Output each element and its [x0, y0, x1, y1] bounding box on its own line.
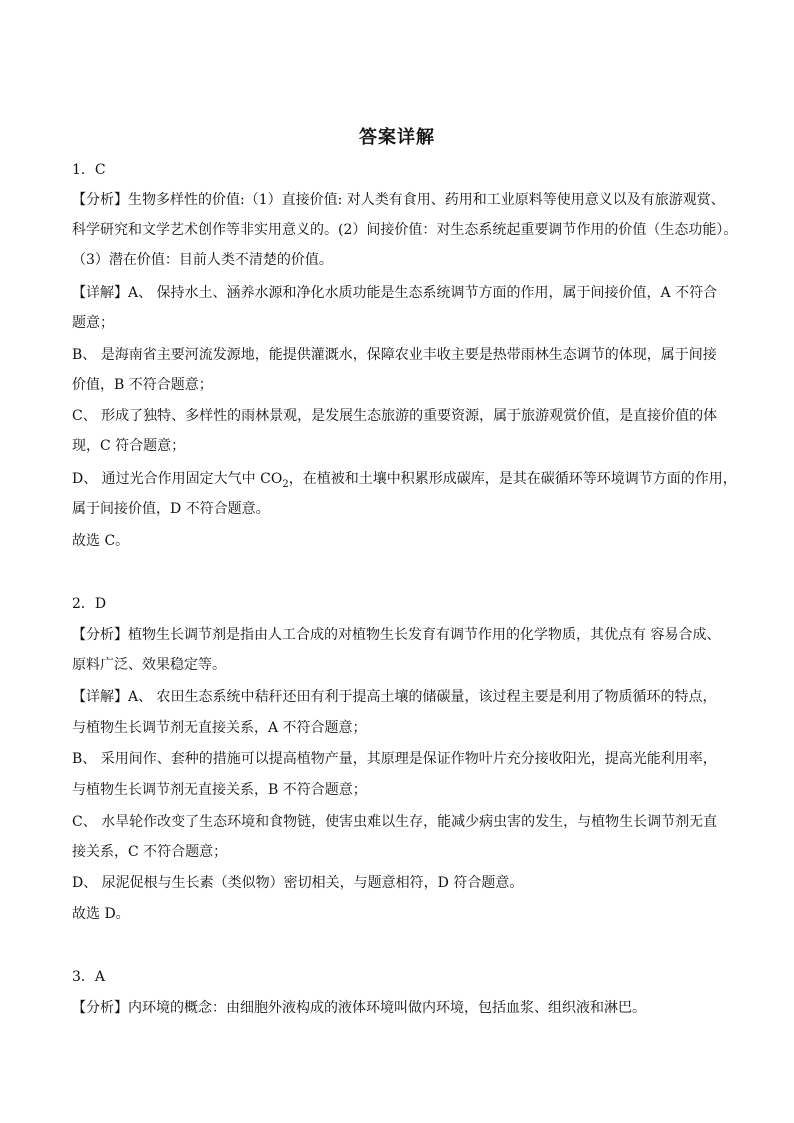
q1-number: 1．C: [72, 162, 106, 178]
analysis-tag: 【分析】: [72, 1000, 128, 1016]
q1-detail-c-line-2: 现，C 符合题意；: [72, 438, 186, 454]
q3-number: 3．A: [72, 969, 106, 985]
q1-detail-d-line-1: [72, 469, 737, 495]
q3-analysis-text-1: 内环境的概念：由细胞外液构成的液体环境叫做内环境，包括血浆、组织液和淋巴。: [128, 1000, 646, 1016]
q1-detail-c-line-1: C、 形成了独特、多样性的雨林景观，是发展生态旅游的重要资源，属于旅游观赏价值，是直接价值的体: [72, 408, 718, 424]
q1-detail-a-text: A、 保持水土、涵养水源和净化水质功能是生态系统调节方面的作用，属于间接价值，A 不符合: [128, 285, 718, 301]
q1-detail-a-line-1: [72, 283, 732, 303]
analysis-tag: 【分析】: [72, 192, 128, 208]
q2-detail-c-line-1: C、 水旱轮作改变了生态环境和食物链，使害虫难以生存，能减少病虫害的发生，与植物生长调节剂无直: [72, 814, 718, 830]
detail-tag: 【详解】: [72, 285, 128, 301]
q3-analysis-line-1: [72, 998, 732, 1018]
q2-analysis-line-1: [72, 625, 732, 645]
q2-conclusion: 故选 D。: [72, 906, 130, 922]
q2-detail-a-line-2: 与植物生长调节剂无直接关系，A 不符合题意；: [72, 720, 367, 736]
q1-detail-b-line-2: 价值，B 不符合题意；: [72, 377, 213, 393]
detail-tag: 【详解】: [72, 689, 128, 705]
q1-analysis-line-2: 科学研究和文学艺术创作等非实用意义的。(2）间接价值：对生态系统起重要调节作用的价值（生态功能）。: [72, 222, 738, 238]
page-title: 答案详解: [359, 127, 435, 148]
q1-conclusion: 故选 C。: [72, 533, 130, 549]
analysis-tag: 【分析】: [72, 627, 128, 643]
q1-analysis-text-1: 生物多样性的价值:（1）直接价值: 对人类有食用、药用和工业原料等使用意义以及有旅游观赏、: [128, 192, 725, 208]
q1-detail-d-text-b: ，在植被和土壤中积累形成碳库，是其在碳循环等环境调节方面的作用，: [288, 471, 737, 487]
q2-detail-b-line-2: 与植物生长调节剂无直接关系，B 不符合题意；: [72, 782, 367, 798]
q2-number: 2．D: [72, 596, 107, 612]
q2-detail-a-line-1: [72, 687, 732, 707]
q1-analysis-line-3: （3）潜在价值：目前人类不清楚的价值。: [72, 252, 333, 268]
q2-analysis-text-1: 植物生长调节剂是指由人工合成的对植物生长发育有调节作用的化学物质，其优点有 容易合成、: [128, 627, 721, 643]
q2-detail-b-line-1: B、 采用间作、套种的措施可以提高植物产量，其原理是保证作物叶片充分接收阳光，提高光能利用率，: [72, 751, 717, 767]
q1-detail-d-line-2: 属于间接价值，D 不符合题意。: [72, 501, 270, 517]
q1-detail-b-line-1: B、 是海南省主要河流发源地，能提供灌溉水，保障农业丰收主要是热带雨林生态调节的体现，属于间接: [72, 347, 717, 363]
q2-detail-c-line-2: 接关系，C 不符合题意；: [72, 844, 228, 860]
q1-detail-d-text-a: D、 通过光合作用固定大气中 CO: [72, 471, 283, 487]
q2-detail-d-line-1: D、 尿泥促根与生长素（类似物）密切相关，与题意相符，D 符合题意。: [72, 875, 524, 891]
q1-analysis-line-1: [72, 190, 732, 210]
q2-analysis-line-2: 原料广泛、效果稳定等。: [72, 657, 226, 673]
q2-detail-a-text: A、 农田生态系统中秸秆还田有利于提高土壤的储碳量，该过程主要是利用了物质循环的特点，: [128, 689, 717, 705]
q1-detail-a-line-2: 题意；: [72, 315, 114, 331]
co2-subscript: 2: [282, 478, 289, 490]
